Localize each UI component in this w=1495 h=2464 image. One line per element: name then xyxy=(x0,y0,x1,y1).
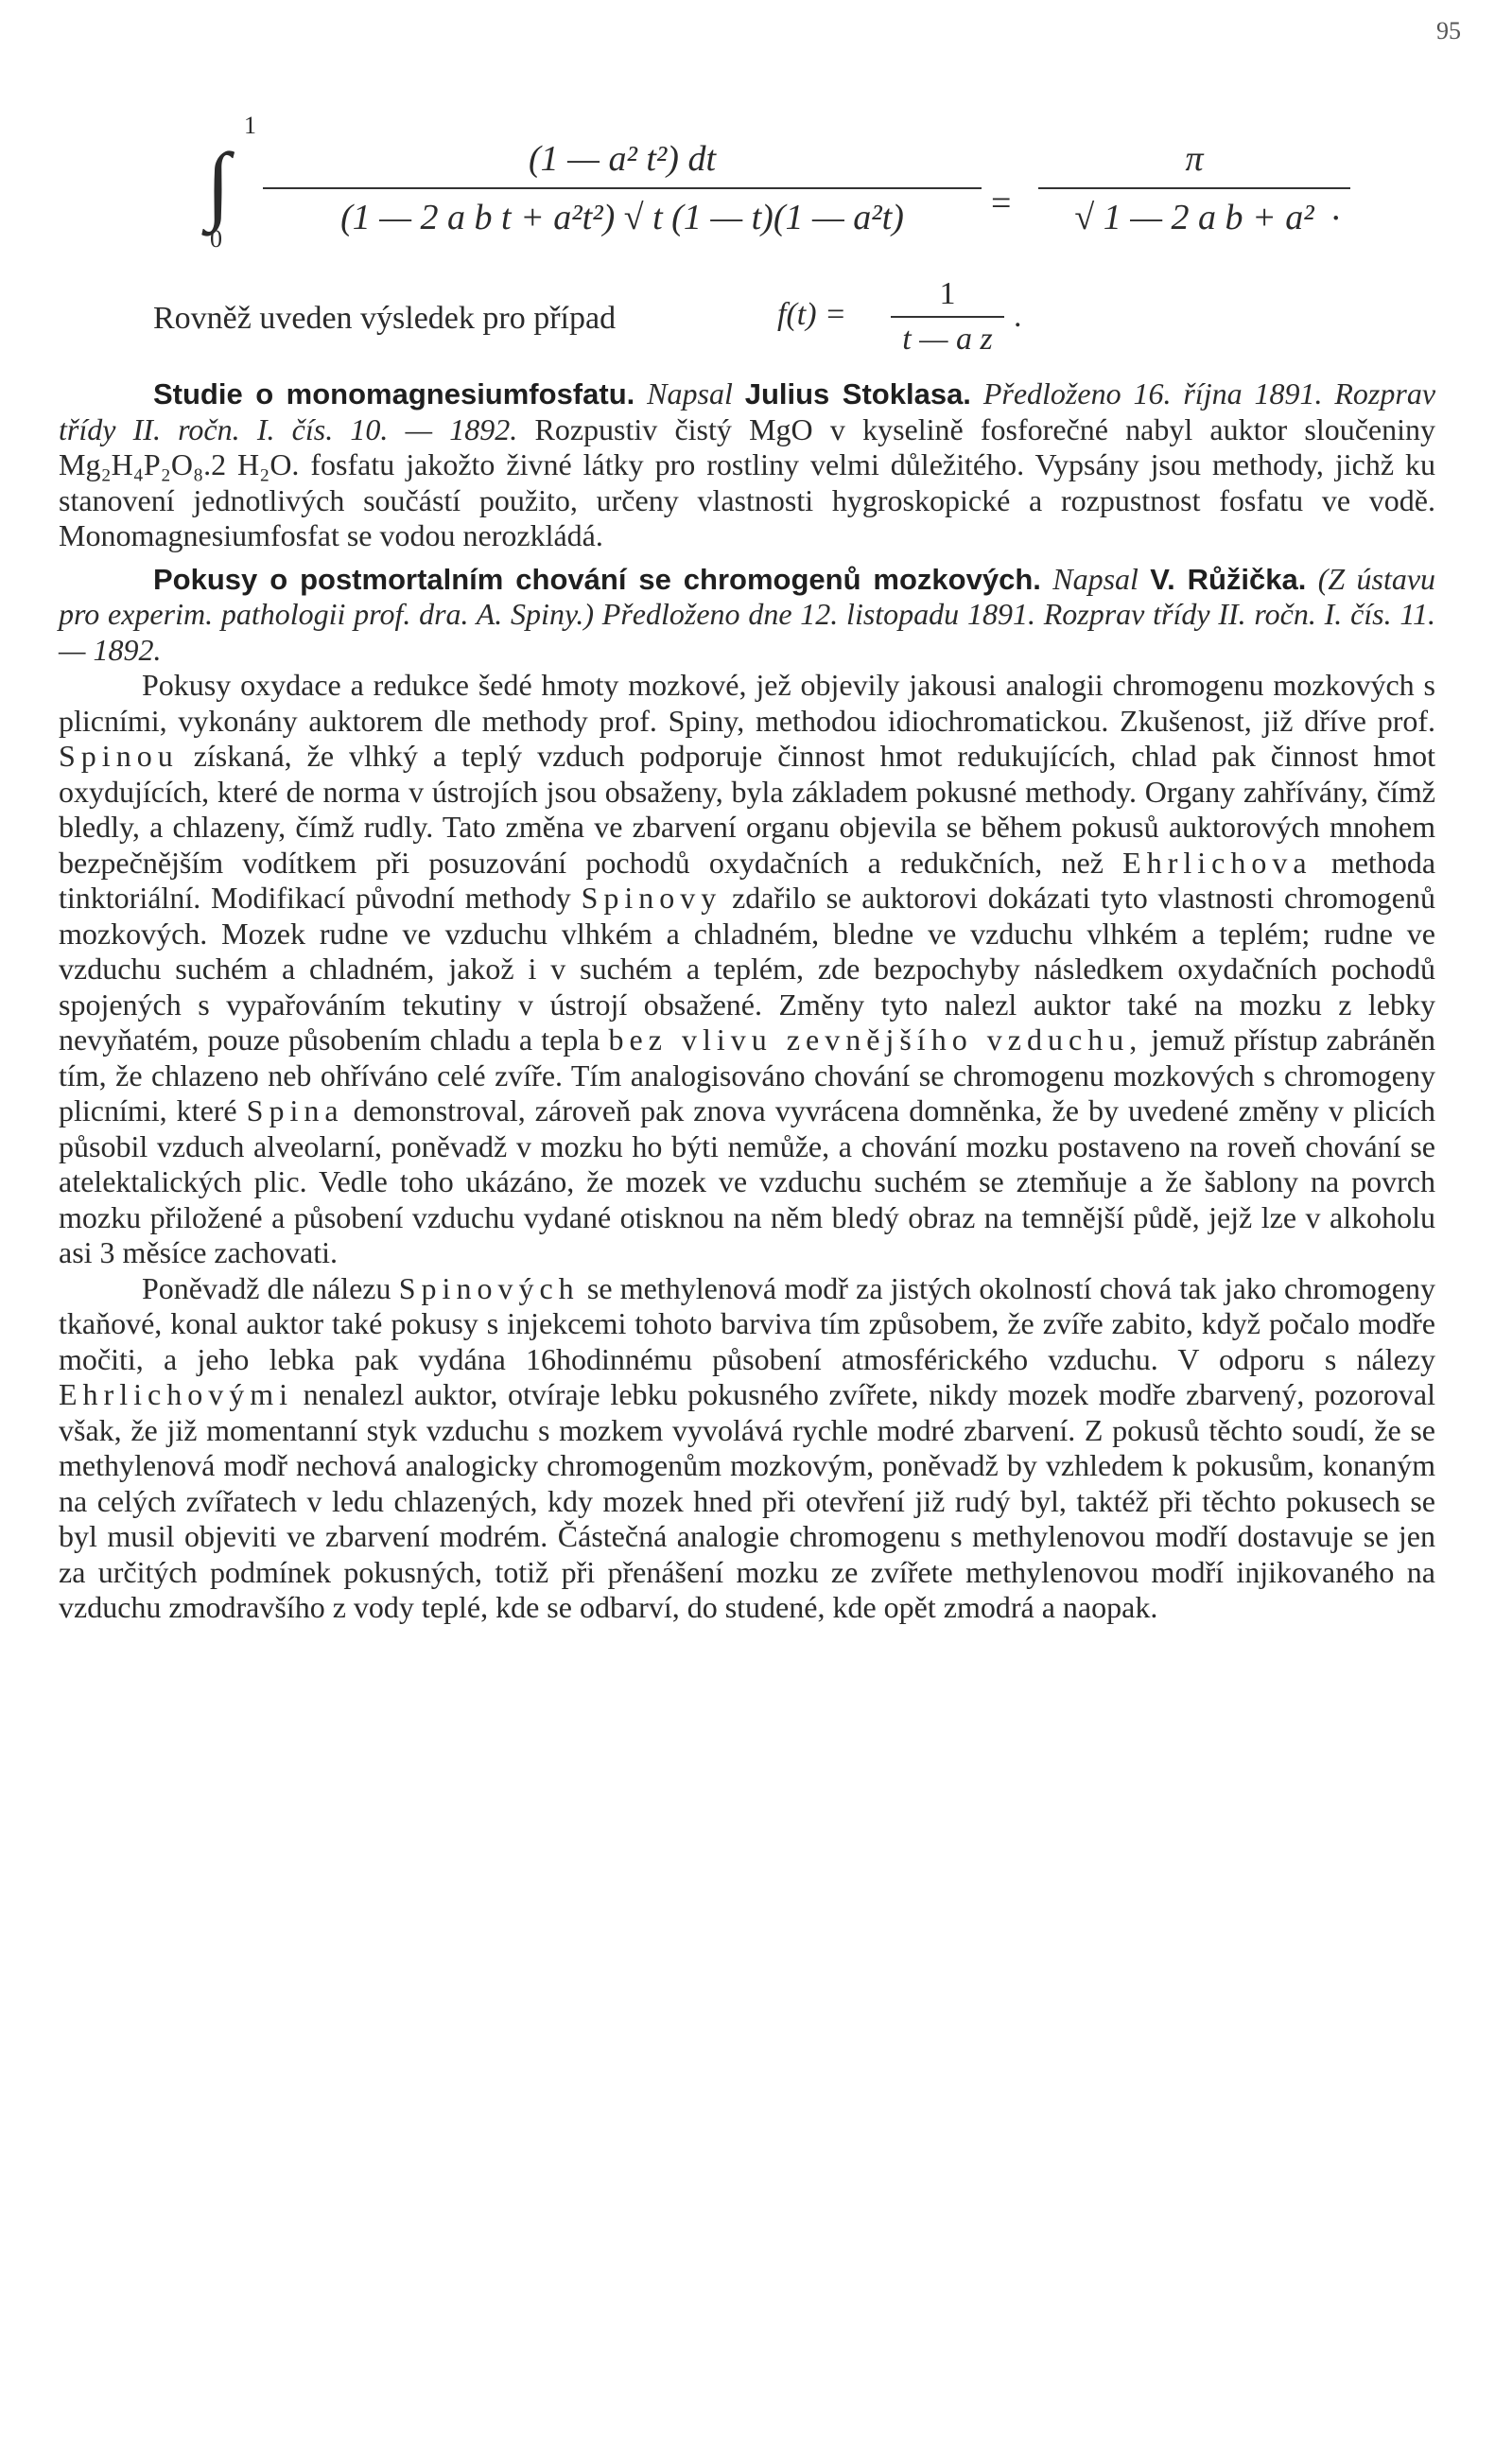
section-body: Rozpustiv čistý MgO v kyselině fosforečné nabyl auktor sloučeniny Mg₂H₄P₂O₈.2 H₂O. fosfatu jakožto živné látky pro rostliny velmi důležitého. Vypsány jsou methody, jichž ku stanovení jednotlivých součástí použito, určeny vlastnosti hygroskopické a rozpustnost fosfatu ve vodě. Monomagnesiumfosfat se vodou nerozkládá. xyxy=(59,411,1436,552)
f-case-terminal: . xyxy=(1014,299,1022,334)
integral-upper-limit: 1 xyxy=(244,112,256,139)
paragraph-text: nenalezl auktor, otvíraje lebku pokusného zvířete, nikdy mozek modře zbarvený, pozoroval však, že již momentanní styk vzduchu s mozkem vyvolává rychle modré zbarvení. Z pokusů těchto soudí, že se methylenová modř nechová analogicky chromogenům mozkovým, poněvadž by vzhledem k pokusům, konaným na celých zvířatech v ledu chlazených, kdy mozek hned při otevření již rudý byl, taktéž při těchto pokusech se byl musil objeviti ve zbarvení modrém. Částečná analogie chromogenu s methylenovou modří dostavuje se jen za určitých podmínek pokusných, totiž při přenášení mozku ze zvířete methylenovou modří injikovaného na vzduchu zmodravšího z vody teplé, kde se odbarví, do studené, kde opět zmodrá a naopak. xyxy=(59,1377,1436,1624)
section-meta: (Z ústavu pro experim. pathologii prof. dra. A. Spiny.) Předloženo dne 12. listopadu 1891. Rozprav třídy II. ročn. I. čís. 11. — 1892. xyxy=(59,561,1436,667)
author-name: Spinou xyxy=(59,739,179,773)
section-author: Julius Stoklasa. xyxy=(744,377,971,411)
paragraph-text: se methylenová modř za jistých okolností chová tak jako chromogeny tkaňové, konal auktor také pokusy s injekcemi tohoto barviva tím způsobem, že zvíře zabito, když počalo modře močiti, a jeho lebka pak vydána 16hodinnému působení atmosférického vzduchu. V odporu s nálezy xyxy=(59,1270,1436,1376)
f-case-numerator: 1 xyxy=(939,276,956,311)
paragraph-text: jemuž přístup zabráněn tím, že chlazeno neb ohříváno celé zvíře. Tím analogisováno chování se chromogenu mozkových s chromogeny plicními, které xyxy=(59,1022,1436,1127)
integral-sign: ∫ xyxy=(206,135,231,232)
paragraph-text: methoda tinktoriální. Modifikací původní methody xyxy=(59,845,1436,915)
f-case-text: Rovněž uveden výsledek pro případ xyxy=(153,301,617,336)
section-title: Pokusy o postmortalním chování se chromogenů mozkových. xyxy=(153,562,1041,596)
paragraph-text: získaná, že vlhký a teplý vzduch podporuje činnost hmot redukujících, chlad pak činnost hmot oxydujících, které de norma v ústrojích jsou obsaženy, byla základem pokusné methody. Organy zahřívány, čímž bledly, a chlazeny, čímž rudly. Tato změna ve zbarvení organu objevila se během pokusů auktorových mnohem bezpečnějším vodítkem při posuzování pochodů oxydačních a redukčních, než xyxy=(59,739,1436,880)
formula-terminal: . xyxy=(1331,188,1341,228)
paragraph-text: zdařilo se auktorovi dokázati tyto vlastnosti chromogenů mozkových. Mozek rudne ve vzduchu vlhkém a chladném, bledne ve vzduchu vlhkém a teplém; rudne ve vzduchu suchém a chladném, jakož i v suchém a teplém, zde bezpochyby následkem oxydačních pochodů spojených s vypařováním tekutiny v ústrojí obsažené. Změny tyto nalezl auktor také na mozku z lebky nevyňatém, pouze působením chladu a tepla xyxy=(59,881,1435,1057)
author-name: Ehrlichova xyxy=(1122,845,1312,880)
f-case-function: f(t) = xyxy=(777,297,846,332)
section-author: V. Růžička. xyxy=(1150,562,1307,596)
lhs-numerator: (1 — a² t²) dt xyxy=(529,139,716,179)
author-name: Spina xyxy=(246,1093,344,1127)
rhs-fraction xyxy=(1038,138,1350,238)
paragraph-text: Pokusy oxydace a redukce šedé hmoty mozkové, jež objevily jakousi analogii chromogenu mozkových s plicními, vykonány auktorem dle methody prof. Spiny, methodou idiochromatickou. Zkušenost, již dříve prof. xyxy=(59,668,1435,738)
integral-lower-limit: 0 xyxy=(210,225,222,253)
paragraph-2 xyxy=(59,1271,1435,1626)
page-number: 95 xyxy=(1436,17,1461,44)
section-monomagnesiumfosfat xyxy=(59,376,1435,554)
article-body xyxy=(59,369,1435,1626)
f-case-denominator: t — a z xyxy=(902,322,993,357)
author-name: Spinovy xyxy=(581,881,722,915)
author-name: Spinových xyxy=(398,1270,580,1305)
section-chromogeny xyxy=(59,562,1435,669)
spaced-phrase: bez vlivu zevnějšího vzduchu, xyxy=(608,1022,1143,1057)
rhs-numerator: π xyxy=(1185,139,1204,179)
f-case-fraction xyxy=(891,276,1004,358)
integral-formula xyxy=(206,112,1369,253)
section-meta: Předloženo 16. října 1891. Rozprav třídy II. ročn. I. čís. 10. — 1892. xyxy=(59,376,1436,446)
paragraph-text: demonstroval, zároveň pak znova vyvrácena domněnka, že by uvedené změny v plicích působil vzduch alveolarní, poněvadž v mozku ho býti nemůže, a chování mozku postaveno na roveň chování se atelektalických plic. Vedle toho ukázáno, že mozek ve vzduchu suchém se ztemňuje a že šablony na povrch mozku přiložené a působení vzduchu vydané otisknou na něm bledý obraz na temnější půdě, jejž lze v alkoholu asi 3 měsíce zachovati. xyxy=(59,1093,1436,1269)
lhs-fraction xyxy=(263,138,982,238)
napsal-label: Napsal xyxy=(1052,561,1139,596)
napsal-label: Napsal xyxy=(647,376,733,411)
f-case-line xyxy=(153,276,1335,357)
paragraph-1 xyxy=(59,668,1435,1271)
rhs-denominator: √ 1 — 2 a b + a² xyxy=(1074,198,1314,237)
equals-sign: = xyxy=(991,183,1012,223)
lhs-denominator: (1 — 2 a b t + a²t²) √ t (1 — t)(1 — a²t) xyxy=(340,198,904,237)
author-name: Ehrlichovými xyxy=(59,1377,293,1411)
paragraph-text: Poněvadž dle nálezu xyxy=(142,1270,391,1305)
section-title: Studie o monomagnesiumfosfatu. xyxy=(153,377,635,411)
